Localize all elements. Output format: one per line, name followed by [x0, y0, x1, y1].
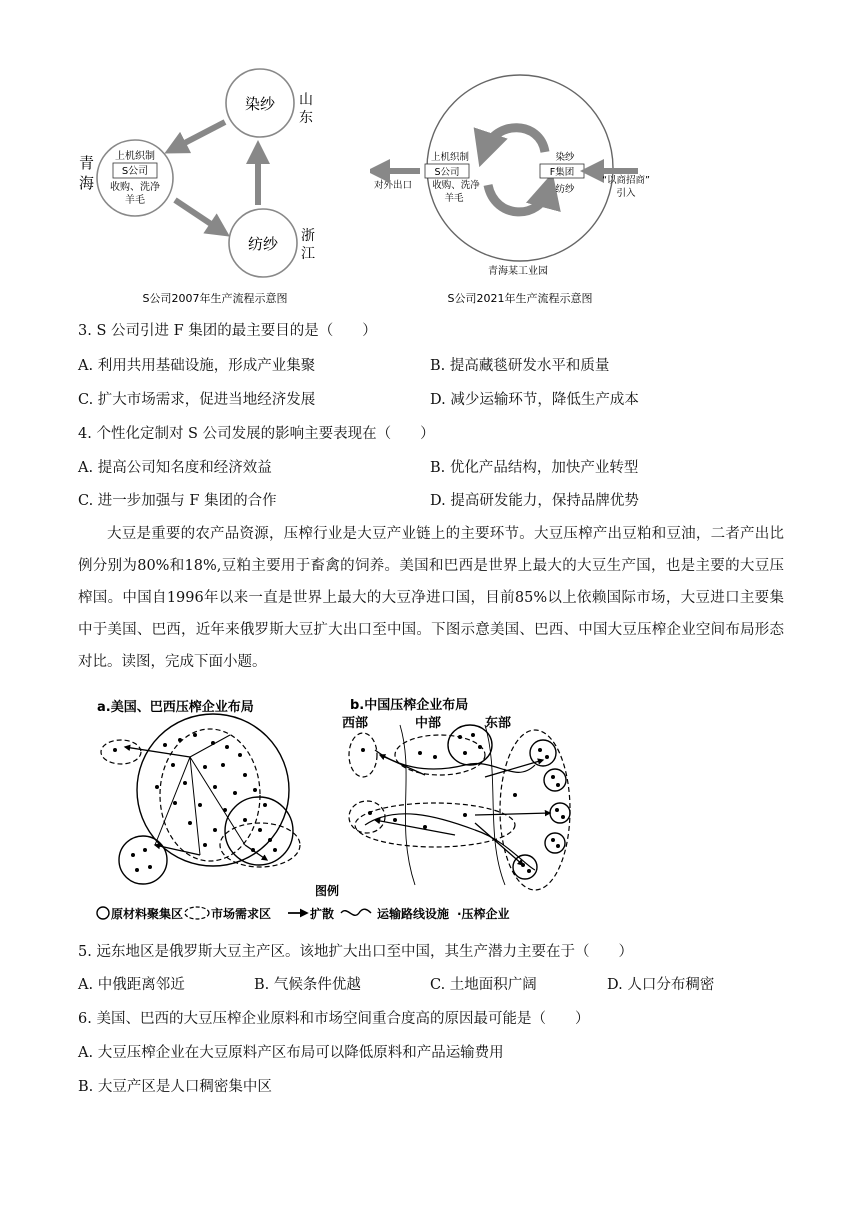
f-bottom-label: 纺纱	[555, 184, 575, 195]
q3-option-c: C. 扩大市场需求，促进当地经济发展	[78, 392, 316, 408]
q4-option-d: D. 提高研发能力，保持品牌优势	[430, 493, 639, 509]
place-qinghai-1: 青	[79, 154, 95, 172]
q3-option-d: D. 减少运输环节，降低生产成本	[430, 392, 639, 408]
legend-raw-material: 原材料聚集区	[111, 907, 184, 921]
s-top-label: 上机织制	[430, 152, 470, 163]
legend-market: 市场需求区	[211, 907, 272, 921]
q3-stem: 3. S 公司引进 F 集团的最主要目的是（ ）	[78, 323, 377, 339]
legend-diffusion: 扩散	[310, 907, 335, 921]
q5-stem: 5. 远东地区是俄罗斯大豆主产区。该地扩大出口至中国，其生产潜力主要在于（ ）	[78, 944, 633, 960]
place-shandong-2: 东	[299, 110, 313, 126]
q5-option-d: D. 人口分布稠密	[607, 977, 715, 993]
panel-b-map	[349, 725, 570, 890]
export-label: 对外出口	[374, 180, 413, 191]
f-group-name: F集团	[549, 167, 575, 178]
q4-option-a: A. 提高公司知名度和经济效益	[78, 460, 272, 476]
arrow-s-to-spin	[175, 200, 220, 230]
s-box-bottom-2: 羊毛	[125, 195, 145, 206]
f-top-label: 染纱	[555, 152, 575, 163]
s-bottom-2: 羊毛	[444, 193, 464, 204]
arrow-dye-to-s	[175, 122, 225, 148]
legend-raw-material-symbol	[97, 907, 109, 919]
place-qinghai-2: 海	[79, 174, 95, 192]
s-bottom-1: 收购、洗净	[432, 180, 480, 191]
fig2-middle: 中部	[415, 716, 442, 731]
q4-stem: 4. 个性化定制对 S 公司发展的影响主要表现在（ ）	[78, 426, 435, 442]
flow-diagram-2007	[75, 60, 330, 310]
q5-option-c: C. 土地面积广阔	[430, 977, 537, 993]
s-box-bottom-1: 收购、洗净	[110, 182, 160, 193]
invite-label-1: “以商招商”	[602, 175, 650, 186]
legend-enterprise: ·压榨企业	[457, 907, 510, 921]
place-zhejiang-2: 江	[301, 246, 315, 262]
q6-option-a: A. 大豆压榨企业在大豆原料产区布局可以降低原料和产品运输费用	[78, 1045, 504, 1061]
q5-option-a: A. 中俄距离邻近	[78, 977, 185, 993]
caption-2007: S公司2007年生产流程示意图	[142, 292, 288, 305]
q3-option-a: A. 利用共用基础设施，形成产业集聚	[78, 358, 316, 374]
fig2-title-b: b.中国压榨企业布局	[350, 698, 469, 713]
panel-a-map	[101, 714, 300, 884]
industrial-park-label: 青海某工业园	[488, 266, 548, 277]
spin-node-label: 纺纱	[247, 235, 279, 253]
legend-title: 图例	[315, 884, 340, 898]
place-shandong-1: 山	[299, 92, 313, 108]
legend-transport-symbol	[341, 909, 371, 915]
caption-2021: S公司2021年生产流程示意图	[447, 292, 593, 305]
soybean-layout-figure	[95, 695, 615, 925]
legend-transport: 运输路线设施	[377, 907, 450, 921]
q5-option-b: B. 气候条件优越	[254, 977, 361, 993]
dye-node-label: 染纱	[244, 95, 276, 113]
q4-option-b: B. 优化产品结构，加快产业转型	[430, 460, 639, 476]
s-company-name: S公司	[434, 167, 460, 178]
place-zhejiang-1: 浙	[301, 228, 315, 244]
q3-option-b: B. 提高藏毯研发水平和质量	[430, 358, 610, 374]
fig2-west: 西部	[342, 716, 369, 731]
q6-stem: 6. 美国、巴西的大豆压榨企业原料和市场空间重合度高的原因最可能是（ ）	[78, 1011, 590, 1027]
fig2-east: 东部	[485, 716, 512, 731]
q6-option-b: B. 大豆产区是人口稠密集中区	[78, 1079, 272, 1095]
s-box-top: 上机织制	[115, 151, 155, 162]
soybean-passage: 大豆是重要的农产品资源，压榨行业是大豆产业链上的主要环节。大豆压榨产出豆粕和豆油，二者产出比例分别为80%和18%,豆粕主要用于畜禽的饲养。美国和巴西是世界上最大的大豆生产国，也是主要的大豆压榨国。中国自1996年以来一直是世界上最大的大豆净进口国，目前85%以上依赖国际市场，大豆进口主要集中于美国、巴西，近年来俄罗斯大豆扩大出口至中国。下图示意美国、巴西、中国大豆压榨企业空间布局形态对比。读图，完成下面小题。	[78, 526, 784, 670]
invite-label-2: 引入	[616, 188, 636, 199]
legend-market-symbol	[185, 907, 209, 919]
q4-option-c: C. 进一步加强与 F 集团的合作	[78, 493, 277, 509]
s-box-name: S公司	[121, 166, 149, 177]
fig2-title-a: a.美国、巴西压榨企业布局	[97, 700, 254, 715]
flow-diagram-2021	[370, 70, 670, 310]
